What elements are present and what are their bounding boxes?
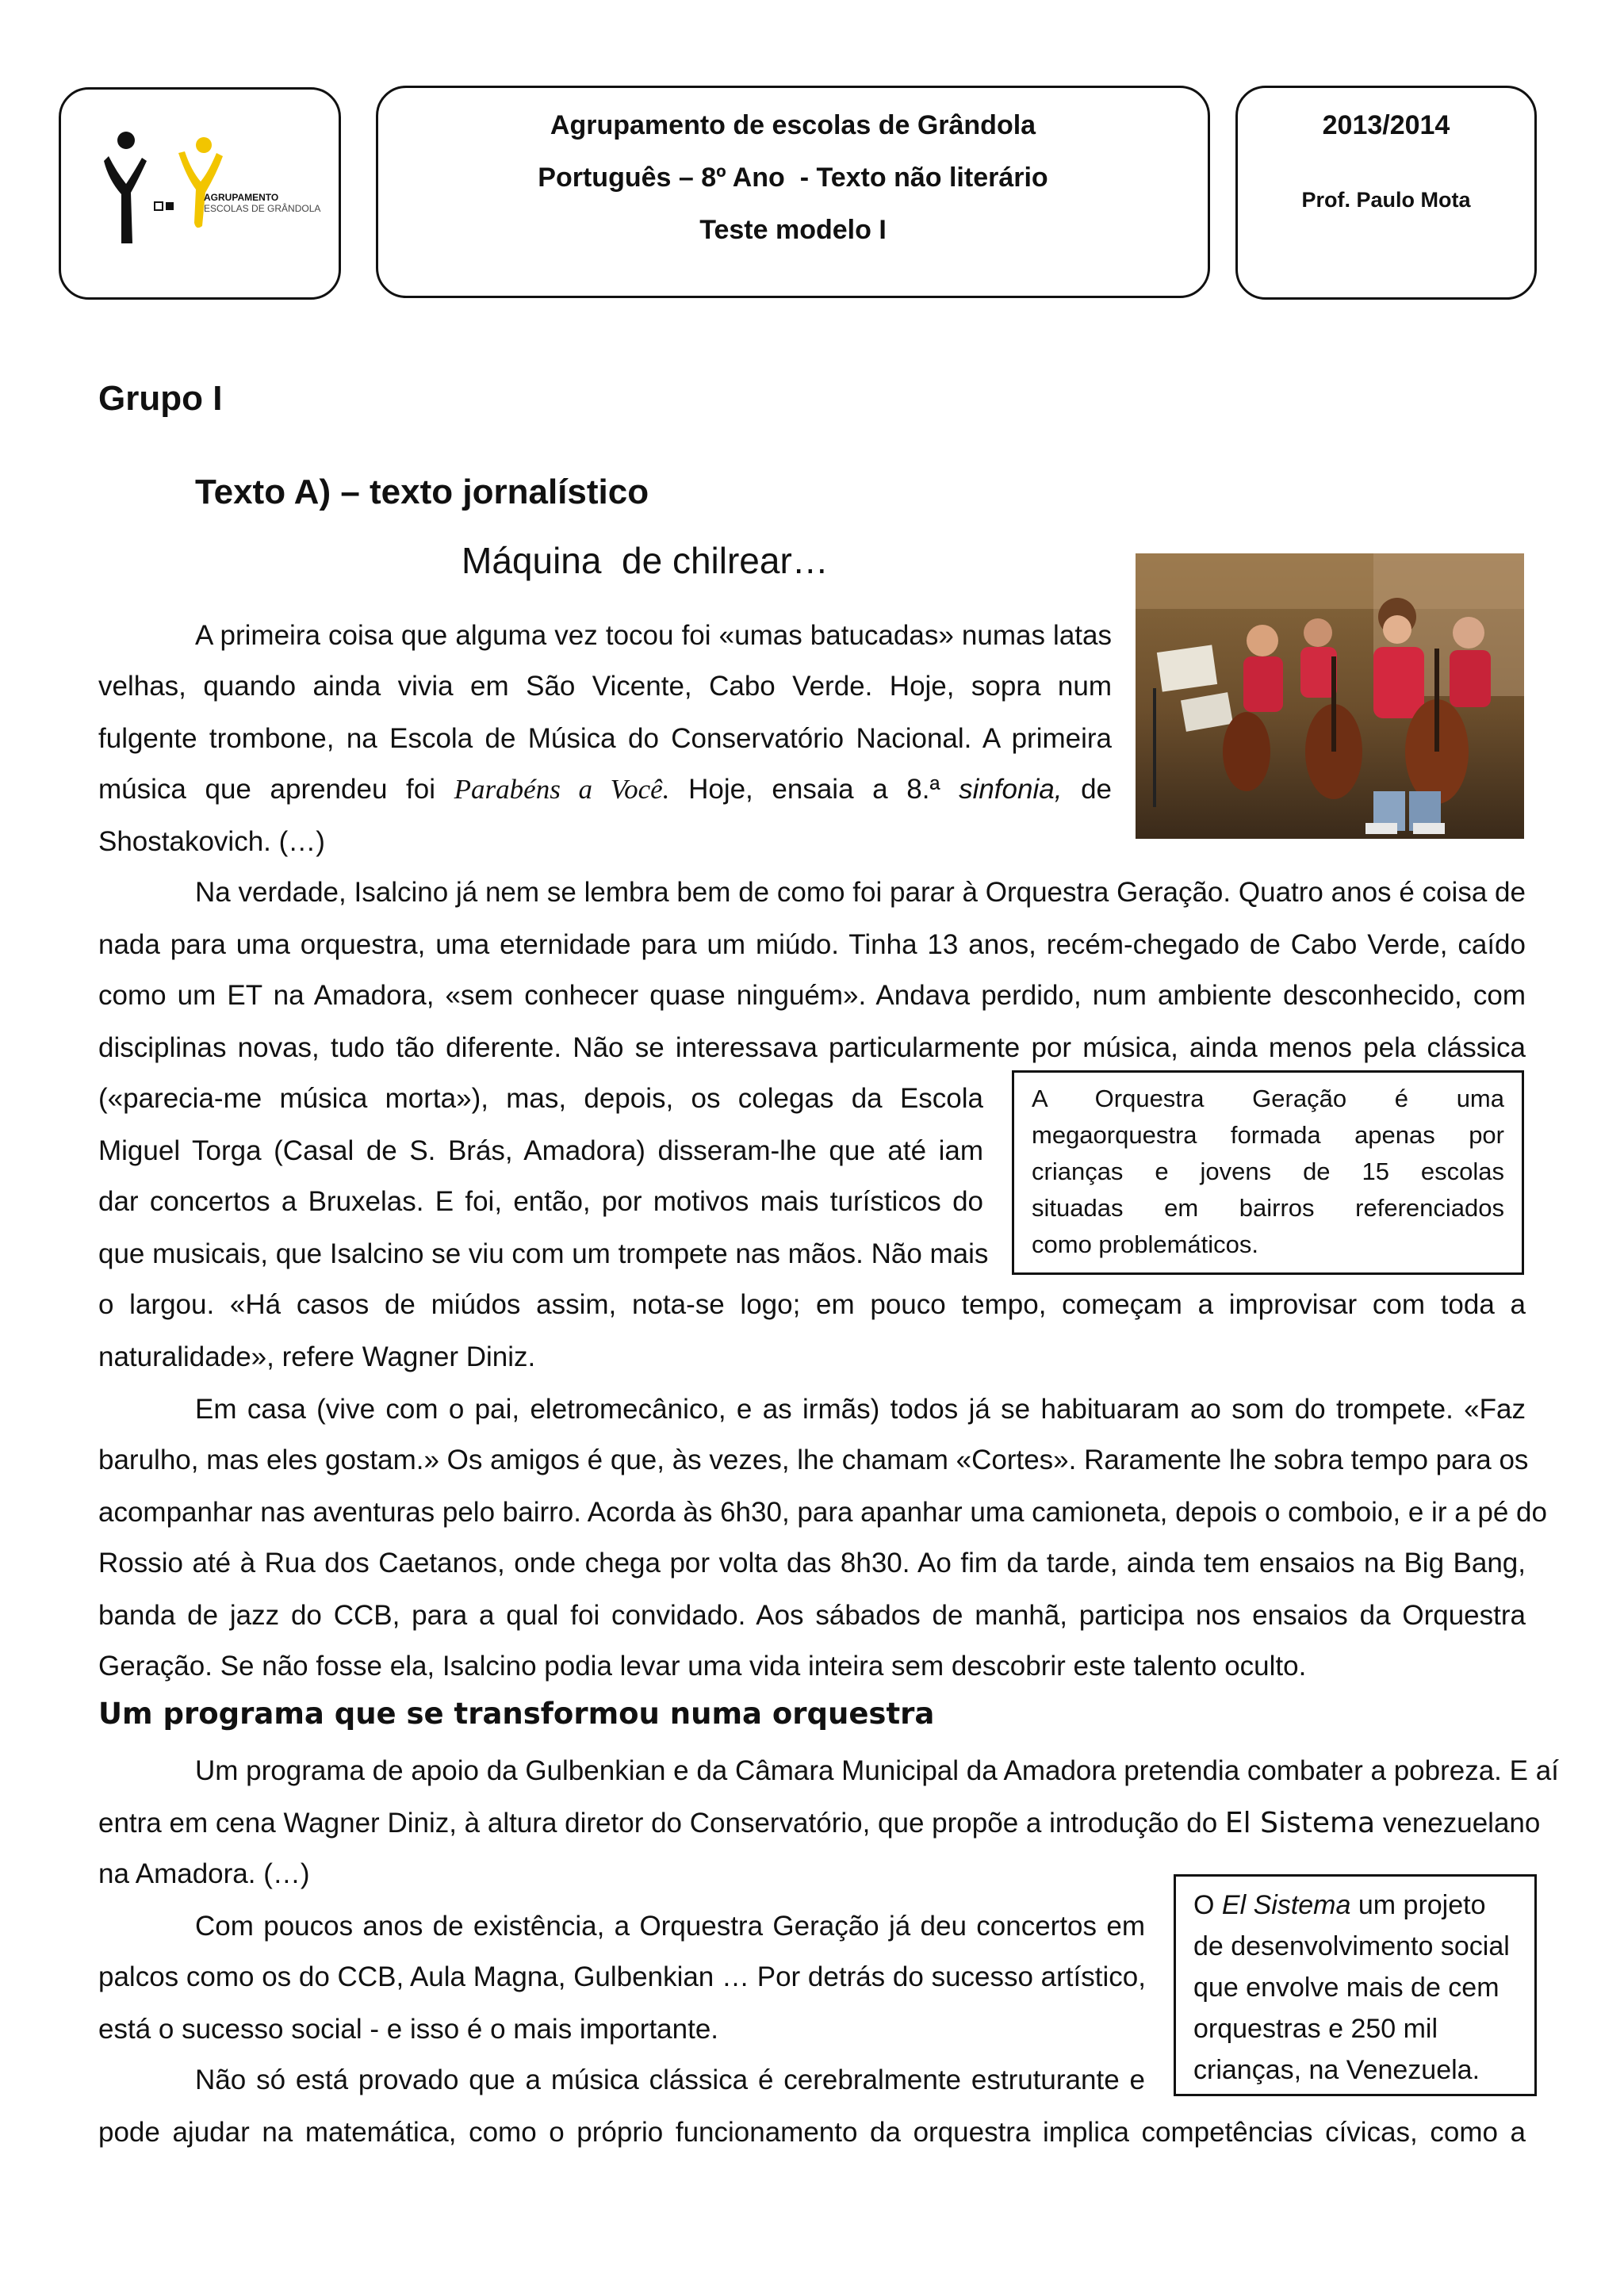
- header-year-box: [1235, 86, 1537, 300]
- text-a-title: Texto A) – texto jornalístico: [195, 473, 649, 511]
- p2-line-1: Na verdade, Isalcino já nem se lembra bem de como foi parar à Orquestra Geração. Quatro anos é coisa de: [195, 877, 1526, 908]
- p3-line-4: Rossio até à Rua dos Caetanos, onde chega por volta das 8h30. Ao fim da tarde, ainda tem ensaios na Big Bang,: [98, 1548, 1526, 1578]
- p2-line-8: que musicais, que Isalcino se viu com um trompete nas mãos. Não mais: [98, 1238, 989, 1269]
- p1-line-4e: de: [1081, 774, 1113, 805]
- school-year: 2013/2014: [1322, 110, 1450, 140]
- p2-line-5: («parecia-me música morta»), mas, depois, os colegas da Escola: [98, 1083, 983, 1114]
- box1-line-5: como problemáticos.: [1032, 1230, 1259, 1258]
- p2-line-9: o largou. «Há casos de miúdos assim, nota-se logo; em pouco tempo, começam a improvisar com toda a: [98, 1289, 1526, 1320]
- p1-line-5: Shostakovich. (…): [98, 826, 325, 857]
- p1-line-4: [98, 771, 1112, 809]
- section-subheading: Um programa que se transformou numa orquestra: [98, 1697, 935, 1731]
- p2-line-3: como um ET na Amadora, «sem conhecer quase ninguém». Andava perdido, num ambiente desconhecido, com: [98, 980, 1526, 1011]
- logo-box: [59, 87, 341, 300]
- p6-line-1: Não só está provado que a música clássica é cerebralmente estruturante e: [195, 2064, 1145, 2095]
- box2-line-1: [1193, 1885, 1517, 1926]
- box2-line-2: de desenvolvimento social: [1193, 1931, 1510, 1961]
- p3-line-1: Em casa (vive com o pai, eletromecânico, e as irmãs) todos já se habituaram ao som do trompete. «Faz: [195, 1394, 1526, 1425]
- p1-line-1: A primeira coisa que alguma vez tocou foi «umas batucadas» numas latas: [195, 620, 1112, 651]
- p4-line-2a: entra em cena Wagner Diniz, à altura diretor do Conservatório, que propõe a introdução do: [98, 1808, 1218, 1839]
- p4-line-2c: venezuelano: [1382, 1808, 1541, 1839]
- p2-line-2: nada para uma orquestra, uma eternidade para um miúdo. Tinha 13 anos, recém-chegado de Cabo Verde, caído: [98, 929, 1526, 960]
- box2-line-1c: um projeto: [1358, 1890, 1486, 1920]
- p1-line-2: velhas, quando ainda vivia em São Vicente, Cabo Verde. Hoje, sopra num: [98, 671, 1112, 702]
- p5-line-2: palcos como os do CCB, Aula Magna, Gulbenkian … Por detrás do sucesso artístico,: [98, 1961, 1146, 1992]
- p5-line-1: Com poucos anos de existência, a Orquestra Geração já deu concertos em: [195, 1911, 1145, 1942]
- p6-line-2: pode ajudar na matemática, como o próprio funcionamento da orquestra implica competências cívicas, como a: [98, 2117, 1526, 2148]
- p2-line-6: Miguel Torga (Casal de S. Brás, Amadora) disseram-lhe que até iam: [98, 1135, 983, 1166]
- box1-line-3: crianças e jovens de 15 escolas: [1032, 1158, 1504, 1185]
- p4-line-3: na Amadora. (…): [98, 1858, 310, 1889]
- p5-line-3: está o sucesso social - e isso é o mais importante.: [98, 2014, 719, 2045]
- logo-text-1: AGRUPAMENTO: [204, 192, 279, 203]
- p4-line-2: [98, 1804, 1541, 1843]
- p2-line-7: dar concertos a Bruxelas. E foi, então, por motivos mais turísticos do: [98, 1186, 983, 1217]
- p3-line-5: banda de jazz do CCB, para a qual foi convidado. Aos sábados de manhã, participa nos ensaios da Orquestra: [98, 1600, 1526, 1631]
- orchestra-photo: [1136, 553, 1524, 839]
- box2-el-sistema: El Sistema: [1221, 1890, 1351, 1920]
- box2-line-1a: O: [1193, 1890, 1215, 1920]
- box2-line-4: orquestras e 250 mil: [1193, 2014, 1438, 2044]
- p1-line-3: fulgente trombone, na Escola de Música do Conservatório Nacional. A primeira: [98, 723, 1112, 754]
- info-box-orquestra: [1012, 1070, 1524, 1275]
- group-title: Grupo I: [98, 379, 223, 418]
- p4-line-1: Um programa de apoio da Gulbenkian e da Câmara Municipal da Amadora pretendia combater a pobreza. E aí: [195, 1755, 1559, 1786]
- logo-text-2: ESCOLAS DE GRÂNDOLA: [204, 203, 321, 214]
- header-title-box: [376, 86, 1210, 298]
- info-box-el-sistema: [1174, 1874, 1537, 2096]
- course-line: Português – 8º Ano - Texto não literário: [538, 163, 1048, 193]
- el-sistema-term: El Sistema: [1224, 1807, 1376, 1839]
- school-logo: [85, 124, 323, 267]
- p2-line-10: naturalidade», refere Wagner Diniz.: [98, 1341, 536, 1372]
- box2-line-3: que envolve mais de cem: [1193, 1973, 1500, 2003]
- p3-line-2: barulho, mas eles gostam.» Os amigos é que, às vezes, lhe chamam «Cortes». Raramente lhe sobra tempo para os: [98, 1445, 1529, 1475]
- p1-line-4d: sinfonia,: [959, 774, 1063, 805]
- box1-line-2: megaorquestra formada apenas por: [1032, 1121, 1504, 1149]
- box1-line-1: A Orquestra Geração é uma: [1032, 1085, 1504, 1112]
- test-name: Teste modelo I: [699, 215, 887, 245]
- box2-line-5: crianças, na Venezuela.: [1193, 2055, 1480, 2085]
- p3-line-3: acompanhar nas aventuras pelo bairro. Acorda às 6h30, para apanhar uma camioneta, depois o comboio, e ir a pé do: [98, 1497, 1547, 1528]
- p3-line-6: Geração. Se não fosse ela, Isalcino podia levar uma vida inteira sem descobrir este talento oculto.: [98, 1651, 1307, 1682]
- p1-line-4a: música que aprendeu foi: [98, 774, 436, 805]
- p1-line-4c: Hoje, ensaia a 8.ª: [688, 774, 940, 805]
- box1-line-4: situadas em bairros referenciados: [1032, 1194, 1504, 1222]
- article-title: Máquina de chilrear…: [462, 540, 829, 581]
- p2-line-4: disciplinas novas, tudo tão diferente. Não se interessava particularmente por música, ainda menos pela clássica: [98, 1032, 1526, 1063]
- school-name: Agrupamento de escolas de Grândola: [550, 110, 1036, 140]
- song-title: Parabéns a Você.: [454, 774, 670, 805]
- teacher-name: Prof. Paulo Mota: [1301, 188, 1471, 212]
